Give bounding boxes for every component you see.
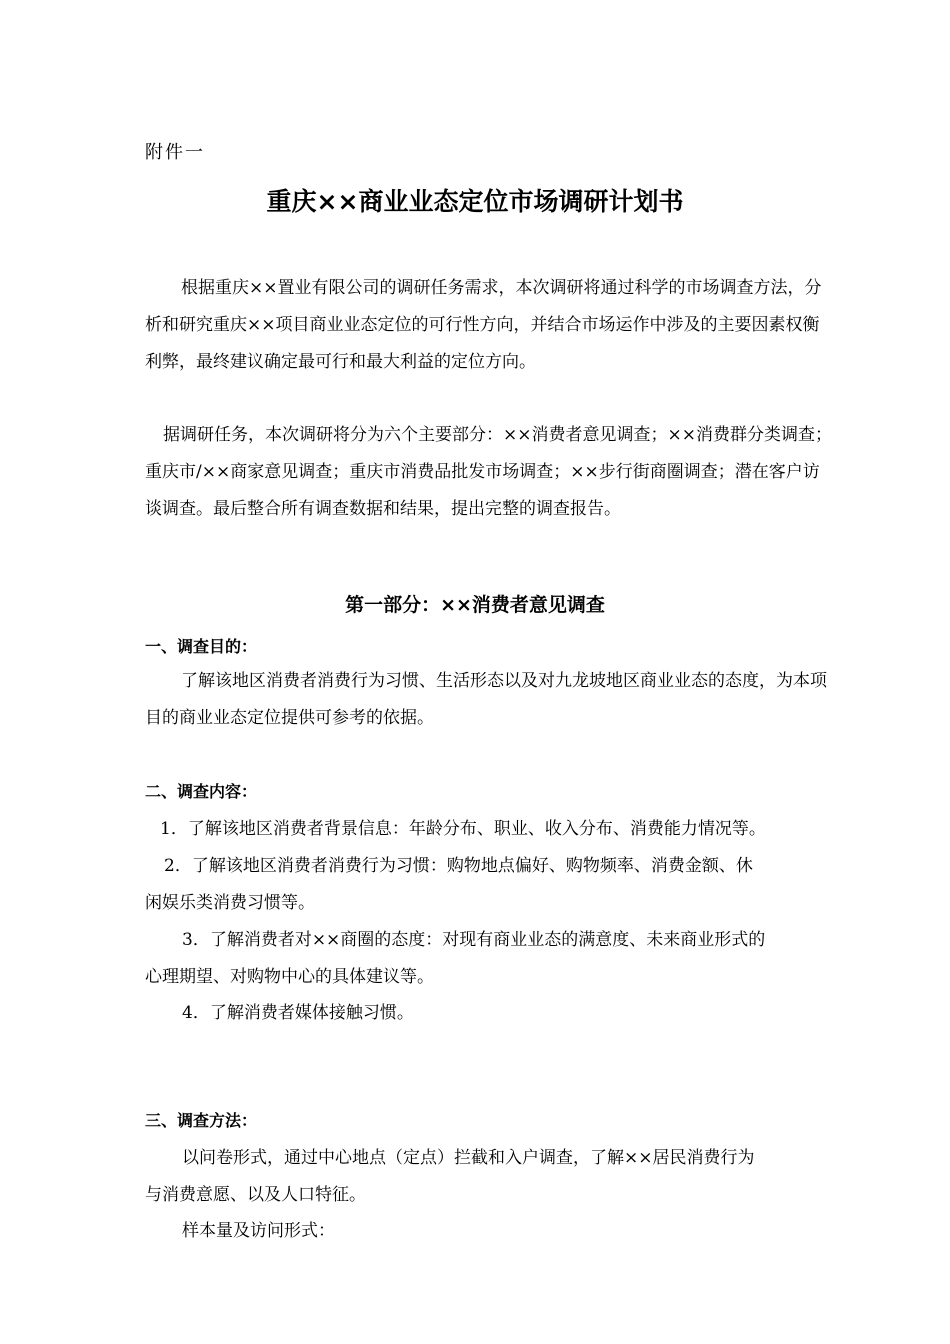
intro-paragraph-1: 根据重庆××置业有限公司的调研任务需求，本次调研将通过科学的市场调查方法，分析和研究重庆××项目商业业态定位的可行性方向，并结合市场运作中涉及的主要因素权衡利弊，最终建议确定最可行和最大利益的定位方向。 xyxy=(145,278,822,372)
section1-heading: 一、调查目的： xyxy=(145,637,258,656)
section2-item-3a: 3．了解消费者对××商圈的态度：对现有商业业态的满意度、未来商业形式的 xyxy=(182,930,766,950)
section3-line-1: 以问卷形式，通过中心地点（定点）拦截和入户调查，了解××居民消费行为 xyxy=(182,1148,755,1168)
intro-paragraph-2: 据调研任务，本次调研将分为六个主要部分：××消费者意见调查；××消费群分类调查；重庆市/××商家意见调查；重庆市消费品批发市场调查；××步行街商圈调查；潜在客户访谈调查。最后整合所有调查数据和结果，提出完整的调查报告。 xyxy=(145,425,832,519)
document-title: 重庆××商业业态定位市场调研计划书 xyxy=(266,187,684,216)
attachment-label: 附件一 xyxy=(145,142,205,163)
part1-heading: 第一部分：××消费者意见调查 xyxy=(345,594,605,616)
section2-item-2b: 闲娱乐类消费习惯等。 xyxy=(145,893,315,913)
section2-heading: 二、调查内容： xyxy=(145,782,258,801)
section1-text: 了解该地区消费者消费行为习惯、生活形态以及对九龙坡地区商业业态的态度，为本项目的商业业态定位提供可参考的依据。 xyxy=(145,671,827,728)
section2-item-4: 4．了解消费者媒体接触习惯。 xyxy=(182,1003,414,1023)
section2-item-1: 1．了解该地区消费者背景信息：年龄分布、职业、收入分布、消费能力情况等。 xyxy=(160,819,766,839)
section2-item-3b: 心理期望、对购物中心的具体建议等。 xyxy=(145,967,434,987)
section3-heading: 三、调查方法： xyxy=(145,1111,258,1130)
section3-line-2: 与消费意愿、以及人口特征。 xyxy=(145,1185,366,1205)
section3-line-3: 样本量及访问形式： xyxy=(182,1221,335,1241)
section2-item-2a: 2．了解该地区消费者消费行为习惯：购物地点偏好、购物频率、消费金额、休 xyxy=(164,856,753,876)
